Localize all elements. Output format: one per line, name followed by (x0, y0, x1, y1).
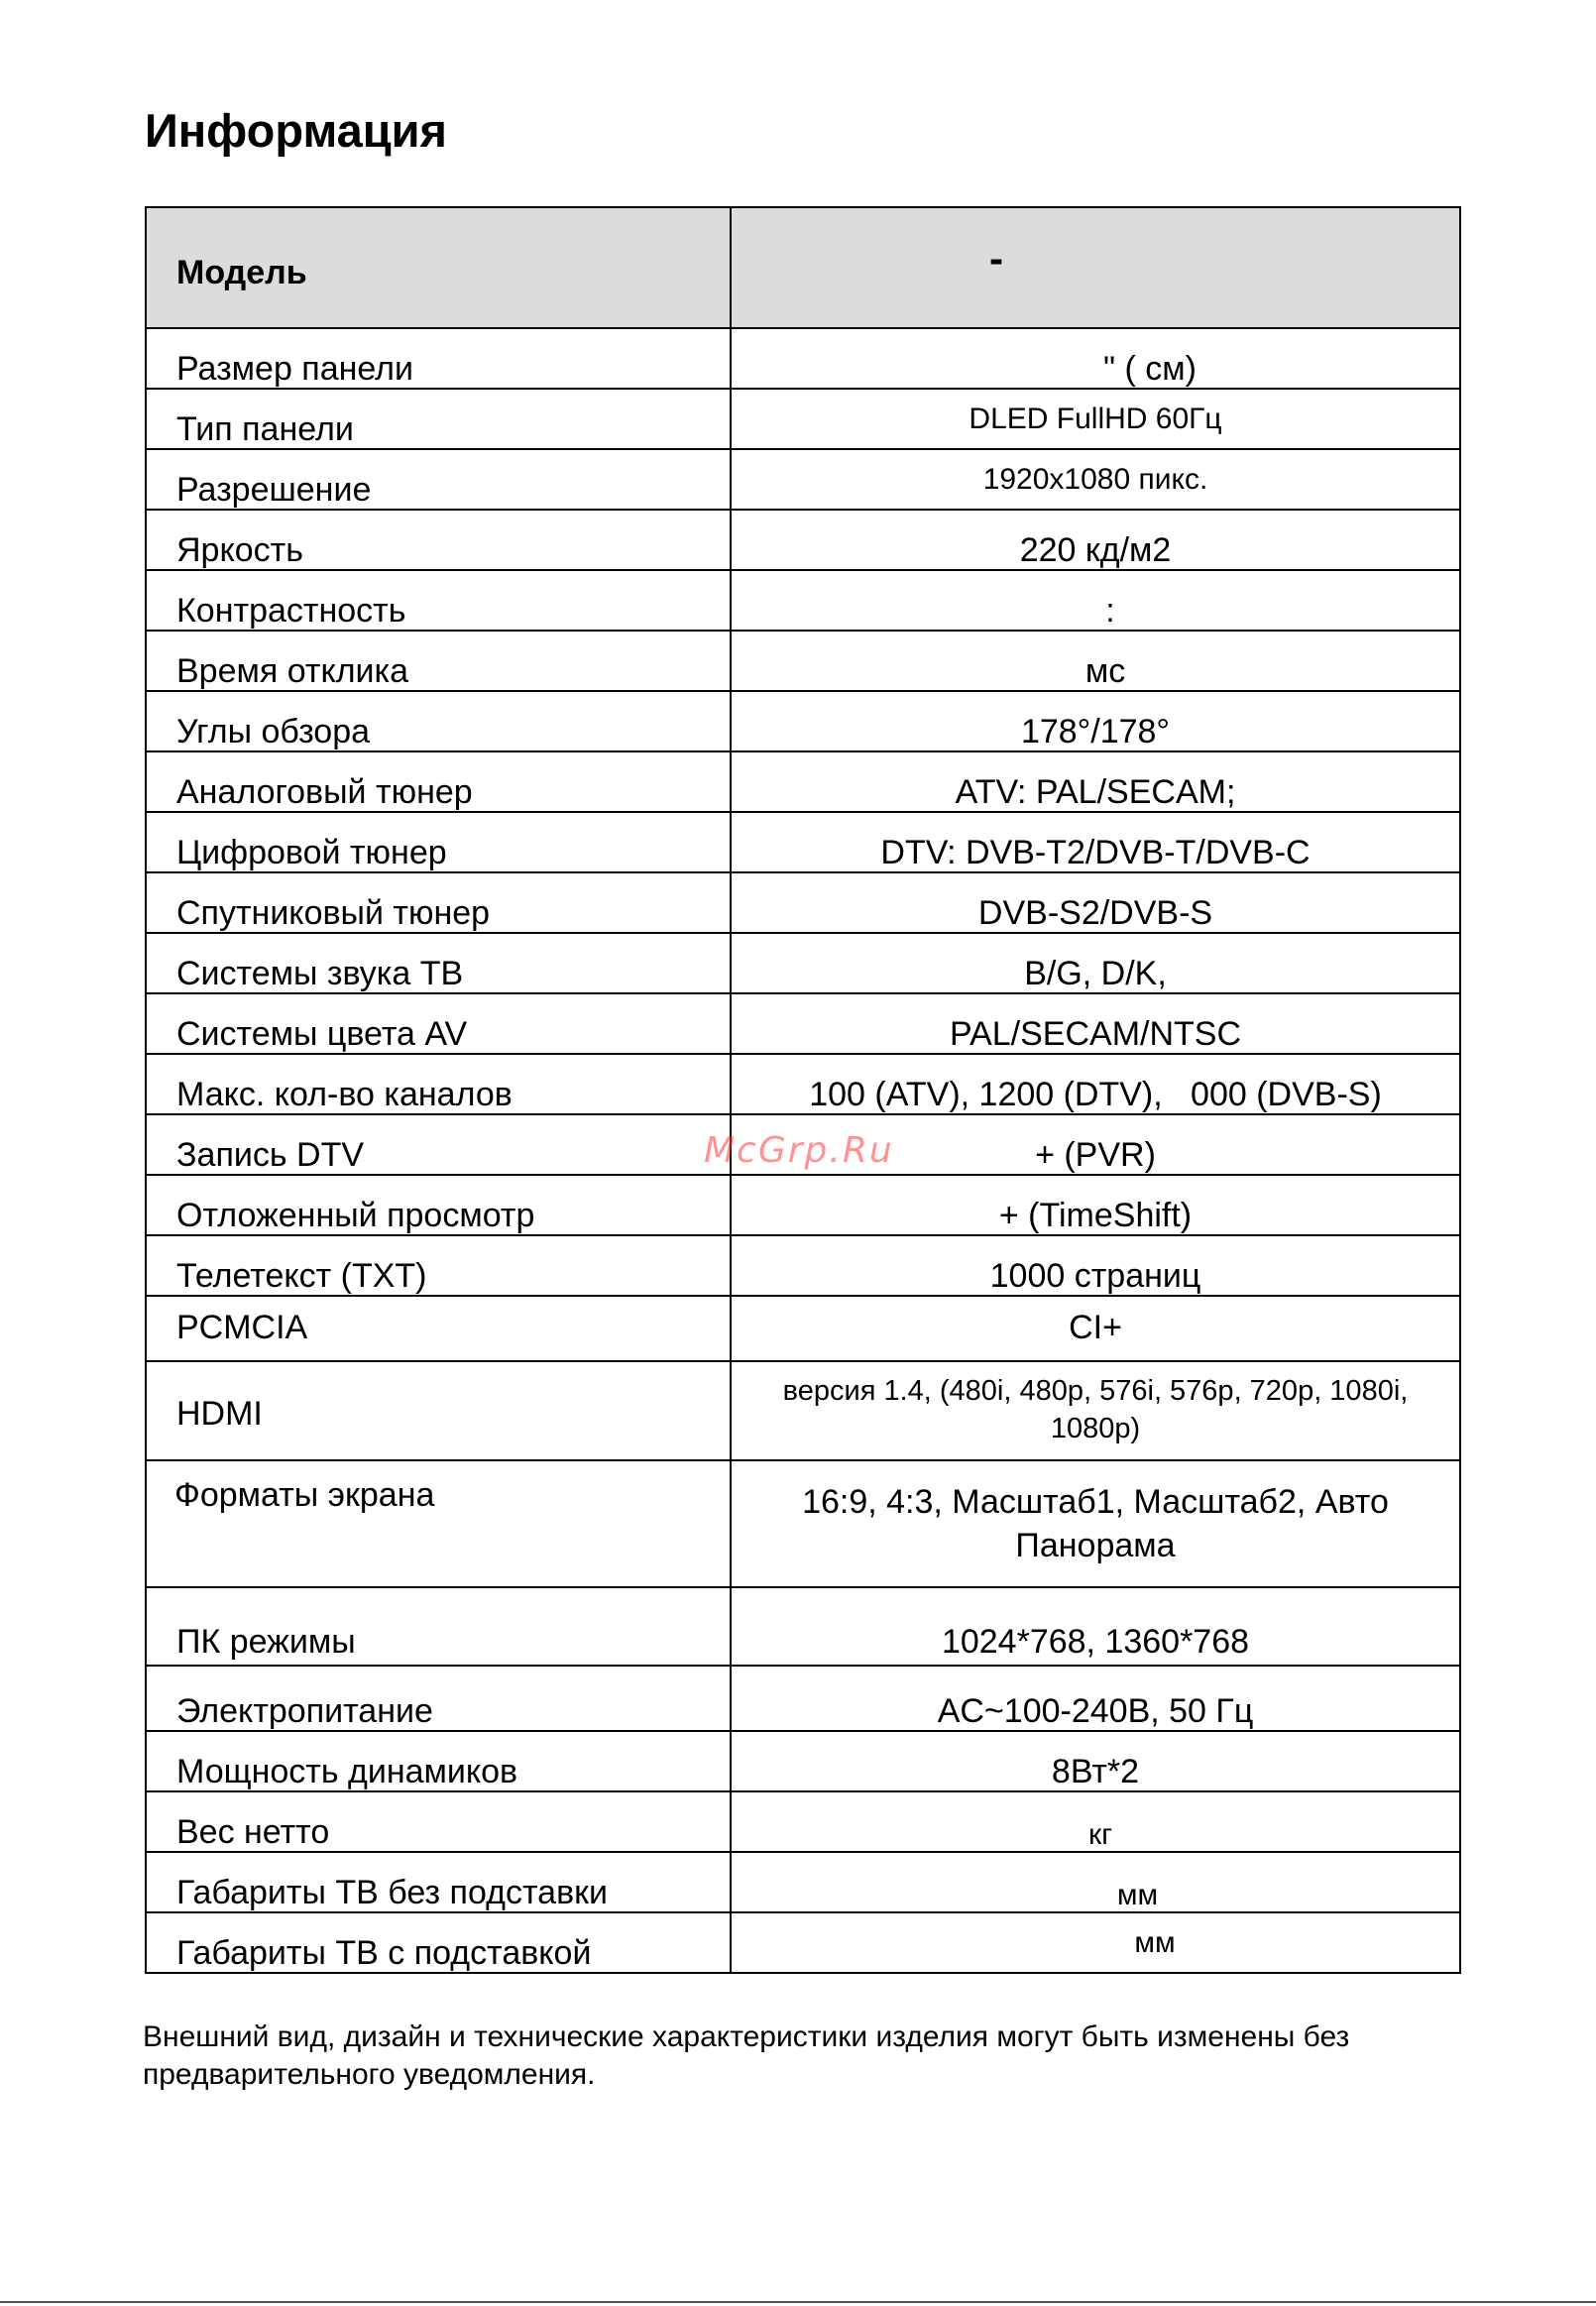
row-value: CI+ (731, 1296, 1460, 1361)
row-value: 1024*768, 1360*768 (731, 1587, 1460, 1666)
table-row (146, 933, 1460, 993)
row-label: Форматы экрана (146, 1460, 731, 1587)
table-row (146, 1912, 1460, 1973)
row-value: 100 (ATV), 1200 (DTV), 000 (DVB-S) (731, 1054, 1460, 1114)
table-row (146, 1666, 1460, 1731)
table-row (146, 751, 1460, 812)
row-label: Тип панели (146, 389, 731, 449)
header-label: Модель (146, 207, 731, 328)
row-value: 16:9, 4:3, Масштаб1, Масштаб2, Авто Панорама (731, 1460, 1460, 1587)
row-value: ATV: PAL/SECAM; (731, 751, 1460, 812)
row-label: Электропитание (146, 1666, 731, 1731)
row-label: Габариты ТВ без подставки (146, 1852, 731, 1912)
table-row (146, 1235, 1460, 1296)
watermark: McGrp.Ru (704, 1130, 894, 1171)
table-row (146, 691, 1460, 751)
row-value: 220 кд/м2 (731, 510, 1460, 570)
row-label: Контрастность (146, 570, 731, 631)
row-label: Мощность динамиков (146, 1731, 731, 1791)
row-label: Разрешение (146, 449, 731, 510)
row-label: Запись DTV (146, 1114, 731, 1175)
row-value: 1920x1080 пикс. (731, 449, 1460, 510)
row-value: мм (731, 1852, 1460, 1912)
row-label: Яркость (146, 510, 731, 570)
row-value: DVB-S2/DVB-S (731, 872, 1460, 933)
row-value: 8Вт*2 (731, 1731, 1460, 1791)
row-value: 178°/178° (731, 691, 1460, 751)
table-row (146, 328, 1460, 389)
header-value: - (731, 207, 1460, 328)
table-row (146, 1361, 1460, 1460)
table-row (146, 1852, 1460, 1912)
row-label: ПК режимы (146, 1587, 731, 1666)
table-header-row (146, 207, 1460, 328)
spec-table (145, 206, 1461, 1974)
table-row (146, 1587, 1460, 1666)
row-label: Системы звука ТВ (146, 933, 731, 993)
row-value: кг (731, 1791, 1460, 1852)
row-label: Размер панели (146, 328, 731, 389)
bottom-rule (0, 2301, 1596, 2303)
table-row (146, 1460, 1460, 1587)
row-label: PCMCIA (146, 1296, 731, 1361)
footnote: Внешний вид, дизайн и технические характеристики изделия могут быть изменены без предварительного уведомления. (143, 2020, 1350, 2092)
row-label: Спутниковый тюнер (146, 872, 731, 933)
row-value: мм (731, 1912, 1460, 1973)
row-value: " ( см) (731, 328, 1460, 389)
table-row (146, 1791, 1460, 1852)
row-value: PAL/SECAM/NTSC (731, 993, 1460, 1054)
table-row (146, 1054, 1460, 1114)
row-label: Углы обзора (146, 691, 731, 751)
row-value: + (TimeShift) (731, 1175, 1460, 1235)
row-label: Габариты ТВ с подставкой (146, 1912, 731, 1973)
row-label: Макс. кол-во каналов (146, 1054, 731, 1114)
row-value: версия 1.4, (480i, 480p, 576i, 576p, 720p, 1080i, 1080p) (731, 1361, 1460, 1460)
table-row (146, 812, 1460, 872)
table-row (146, 872, 1460, 933)
row-value: 1000 страниц (731, 1235, 1460, 1296)
row-label: Цифровой тюнер (146, 812, 731, 872)
row-label: Телетекст (TXT) (146, 1235, 731, 1296)
table-row (146, 1731, 1460, 1791)
table-row (146, 510, 1460, 570)
page-title: Информация (145, 104, 447, 157)
row-value: DTV: DVB-T2/DVB-T/DVB-C (731, 812, 1460, 872)
table-row (146, 993, 1460, 1054)
row-value: B/G, D/K, (731, 933, 1460, 993)
row-value: : (731, 570, 1460, 631)
table-row (146, 1296, 1460, 1361)
row-value: мс (731, 631, 1460, 691)
table-row (146, 1175, 1460, 1235)
row-label: Системы цвета AV (146, 993, 731, 1054)
table-row (146, 449, 1460, 510)
table-row (146, 570, 1460, 631)
table-row (146, 389, 1460, 449)
row-value: + (PVR) (731, 1114, 1460, 1175)
row-value: DLED FullHD 60Гц (731, 389, 1460, 449)
row-label: Вес нетто (146, 1791, 731, 1852)
row-value: AC~100-240В, 50 Гц (731, 1666, 1460, 1731)
row-label: Отложенный просмотр (146, 1175, 731, 1235)
row-label: Время отклика (146, 631, 731, 691)
table-row (146, 631, 1460, 691)
row-label: HDMI (146, 1361, 731, 1460)
row-label: Аналоговый тюнер (146, 751, 731, 812)
